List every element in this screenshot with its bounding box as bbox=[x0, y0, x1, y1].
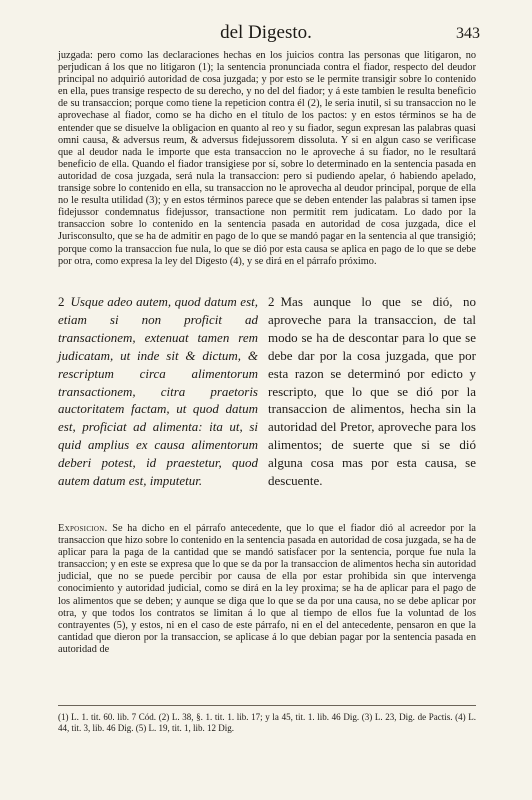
footnotes bbox=[58, 712, 476, 734]
exposition-lead: Exposicion. bbox=[58, 523, 108, 534]
page-number: 343 bbox=[456, 25, 480, 42]
footnote-divider bbox=[58, 705, 476, 706]
intro-text: juzgada: pero como las declaraciones hechas en los juicios contra las personas que litigaron, no perjudican á los que no litigaron (1); la sentencia pronunciada contra el fiador, respecto del deudor principal no adquirió autoridad de cosa juzgada; y por esto se le permite transigir sobre lo contenido en ella, pues transige respecto de su derecho, y no del del fiador; y á este tambien le resulta beneficio de su transaccion; porque como tiene la repeticion contra él (2), le seria inutil, si su transaccion no le aprovechase al fiador, como se ha dicho en el título de los pactos: y en estos términos se ha de entender que se disuelve la obligacion en quanto al reo y su fiador, segun expresan las palabras quasi omni causa, & adversus reum, & adversus fidejussorem dissoluta. Y si en algun caso se verificase que al deudor nada le importe que esta transaccion no le aproveche á su fiador, no le resultará beneficio de ella. Quando el fiador transigiese por sí, sobre lo determinado en la sentencia pasada en autoridad de cosa juzgada, será nula la transaccion: pero si pudiendo apelar, ó habiendo apelado, transige sobre lo contenido en ella, su transaccion no le aprovecha al deudor principal, porque de ella no le resulta utilidad (3); y en estos términos parece que se deben entender las palabras si tamen ipse fidejussor condemnatus fidejussor, transactione non permitit rem judicatam. Lo dado por la transaccion sobre lo contenido en la sentencia pasada en autoridad de cosa juzgada, dice el Jurisconsulto, que se ha de admitir en pago de lo que se mandó pagar en la sentencia al que transigió; porque como la transaccion fue nula, lo que se dió por esta causa se aplica en pago de lo que se debe por otra, como expresa la ley del Digesto (4), y se dirá en el párrafo próximo. bbox=[58, 50, 476, 267]
running-title: del Digesto. bbox=[220, 22, 312, 43]
exposition-text: Se ha dicho en el párrafo antecedente, que lo que el fiador dió al acreedor por la transaccion que hizo sobre lo contenido en la sentencia pasada en autoridad de cosa juzgada, se ha de aplicar para la paga de la cantidad que se mandó satisfacer por la sentencia, porque fue nula la transaccion; y en este se expresa que lo que se da por la transaccion de alimentos hecha sin autoridad judicial, que no se puede percibir por causa de ella por estar prohibida sin que intervenga conocimiento y autoridad judicial, como se dirá en la ley proxima; se ha de aplicar para el pago de los alimentos que se deben; y aunque se diga que lo que se da por una causa, no se debe aplicar por otra, y que todos los contratos se limitan á lo que al tiempo de ellos fue la voluntad de los contrayentes (5), y estos, ni en el caso de este párrafo, ni en el del antecedente, pensaron en que la cantidad que dieron por la transaccion, se aplicase á lo que debian pagar por la sentencia pasada en autoridad de bbox=[58, 523, 476, 655]
footnotes-text: (1) L. 1. tit. 60. lib. 7 Cód. (2) L. 38, §. 1. tit. 1. lib. 17; y la 45, tit. 1. lib. 46 Dig. (3) L. 23, Dig. de Pactis. (4) L. 44, tit. 3, lib. 46 Dig. (5) L. 19, tit. 1, lib. 12 Dig. bbox=[58, 712, 476, 733]
latin-text: Usque adeo autem, quod datum est, etiam si non proficit ad transactionem, extenuat tamen rem judicatam, ut inde sit & dictum, & rescriptum circa alimentorum transactionem, citra praetoris auctoritatem factam, ut quod datum est, proficiat ad alimenta: ita ut, si quid amplius ex causa alimentorum deberi potest, id praestetur, quod autem datum est, imputetur. bbox=[58, 294, 258, 489]
spanish-paragraph-number: 2 bbox=[268, 294, 275, 309]
intro-paragraph bbox=[58, 50, 476, 268]
exposition-paragraph bbox=[58, 523, 476, 656]
spanish-text: Mas aunque lo que se dió, no aproveche para la transaccion, de tal modo se ha de descontar para lo que se debe dar por la cosa juzgada, que por esta razon se determinó por edicto y rescripto, que lo que se dió por la transaccion de alimentos, hecha sin la autoridad del Pretor, aproveche para los alimentos; de suerte que si se dió alguna cosa mas por esta causa, se descuente. bbox=[268, 294, 476, 489]
page-header bbox=[0, 20, 532, 48]
spanish-column bbox=[268, 293, 476, 490]
latin-paragraph-number: 2 bbox=[58, 294, 65, 309]
latin-column bbox=[58, 293, 258, 490]
